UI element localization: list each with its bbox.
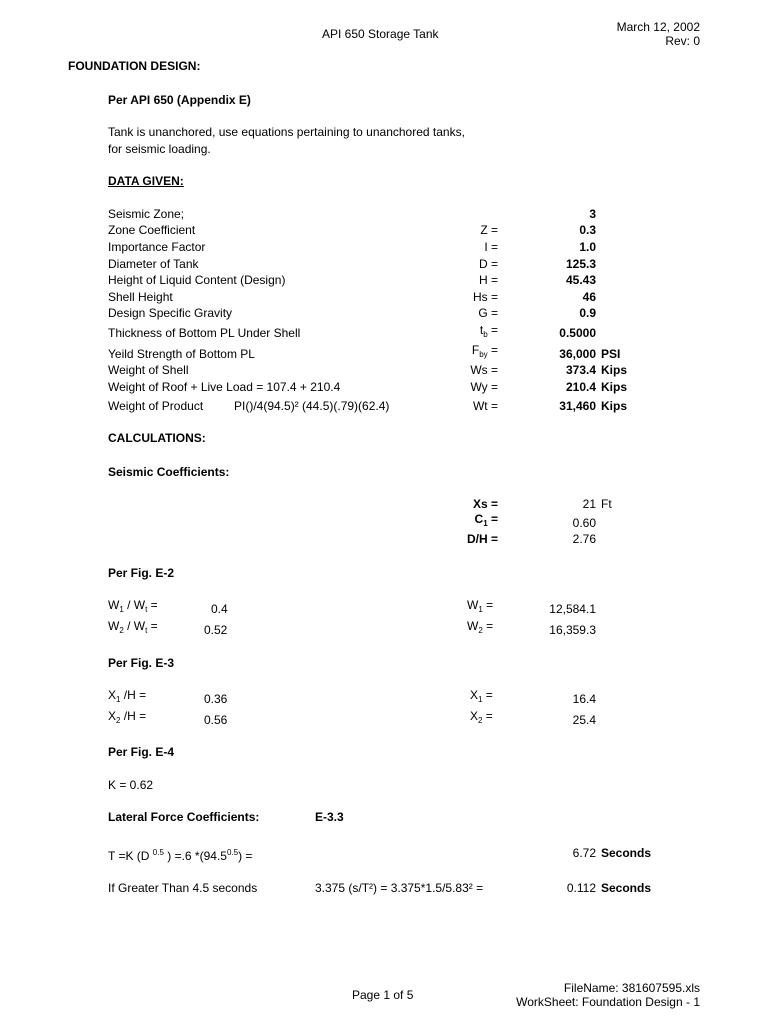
- row-symbol: I =: [484, 240, 498, 254]
- row-unit: PSI: [601, 347, 621, 361]
- row-symbol: Wy =: [470, 380, 498, 394]
- row-label: Weight of Roof + Live Load = 107.4 + 210.4: [108, 380, 341, 394]
- w2-label: $W_2$ =: [467, 619, 494, 635]
- x2-h-value: 0.56: [204, 713, 228, 727]
- period-value: 6.72: [572, 846, 596, 860]
- x2-value: 25.4: [572, 713, 596, 727]
- row-symbol: Hs =: [472, 290, 498, 304]
- row-symbol: H =: [478, 273, 498, 287]
- intro-line-2: for seismic loading.: [108, 142, 211, 156]
- lateral-force-reference: E-3.3: [315, 810, 344, 824]
- row-symbol: Z =: [480, 223, 498, 237]
- lateral-force-heading: Lateral Force Coefficients:: [108, 810, 260, 824]
- row-value: 46: [582, 290, 596, 304]
- row-label: Design Specific Gravity: [108, 306, 233, 320]
- row-label: Weight of Product: [108, 399, 204, 413]
- w2-wt-label: $W_2 / W_t$ =: [108, 619, 158, 635]
- row-label: Zone Coefficient: [108, 223, 196, 237]
- fig-e4-heading: Per Fig. E-4: [108, 745, 175, 759]
- page-header-title: API 650 Storage Tank: [322, 27, 439, 41]
- w1-wt-label: $W_1 / W_t$ =: [108, 598, 158, 614]
- row-value: 373.4: [565, 363, 596, 377]
- row-value: 3: [589, 207, 596, 221]
- row-symbol: Ws =: [470, 363, 498, 377]
- header-date: March 12, 2002: [616, 20, 700, 34]
- row-symbol: D =: [478, 257, 498, 271]
- greater-than-value: 0.112: [566, 881, 596, 895]
- fig-e2-heading: Per Fig. E-2: [108, 566, 175, 580]
- row-value: 0.3: [579, 223, 596, 237]
- greater-than-formula: 3.375 (s/T²) = 3.375*1.5/5.83² =: [315, 881, 484, 895]
- w1-value: 12,584.1: [549, 602, 596, 616]
- footer-worksheet: WorkSheet: Foundation Design - 1: [516, 995, 700, 1009]
- greater-than-label: If Greater Than 4.5 seconds: [108, 881, 258, 895]
- row-label: Weight of Shell: [108, 363, 189, 377]
- row-label: Height of Liquid Content (Design): [108, 273, 286, 287]
- row-label: Shell Height: [108, 290, 173, 304]
- row-label: Importance Factor: [108, 240, 206, 254]
- x2-label: $X_2$ =: [470, 709, 493, 725]
- row-formula: PI()/4(94.5)² (44.5)(.79)(62.4): [234, 399, 390, 413]
- period-formula: T =K (D $^{0.5}$ ) =.6 $*(94.5^{0.5})$ =: [108, 848, 253, 863]
- x2-h-label: $X_2$ /H =: [108, 709, 147, 725]
- row-value: 210.4: [565, 380, 596, 394]
- x1-label: $X_1$ =: [470, 688, 493, 704]
- greater-than-unit: Seconds: [601, 881, 652, 895]
- period-unit: Seconds: [601, 846, 652, 860]
- c1-value: 0.60: [572, 516, 596, 530]
- fig-e3-heading: Per Fig. E-3: [108, 656, 175, 670]
- row-symbol: $F_{by}$ =: [471, 343, 498, 359]
- row-value: 36,000: [559, 347, 596, 361]
- page-number: Page 1 of 5: [352, 988, 414, 1002]
- footer-filename: FileName: 381607595.xls: [563, 981, 700, 995]
- per-api-heading: Per API 650 (Appendix E): [108, 93, 251, 107]
- row-value: 0.9: [579, 306, 596, 320]
- calculations-heading: CALCULATIONS:: [108, 431, 206, 445]
- row-label: Seismic Zone;: [108, 207, 185, 221]
- x1-value: 16.4: [572, 692, 596, 706]
- row-label: Yeild Strength of Bottom PL: [108, 347, 255, 361]
- row-symbol: $t_b$ =: [479, 323, 498, 339]
- xs-value: 21: [582, 497, 596, 511]
- c1-label: $C_1$ =: [474, 512, 498, 528]
- data-given-heading: DATA GIVEN:: [108, 174, 184, 188]
- row-value: 1.0: [579, 240, 596, 254]
- row-unit: Kips: [601, 380, 628, 394]
- seismic-coefficients-heading: Seismic Coefficients:: [108, 465, 230, 479]
- k-value: K = 0.62: [108, 778, 154, 792]
- x1-h-value: 0.36: [204, 692, 228, 706]
- w1-wt-value: 0.4: [211, 602, 228, 616]
- dh-value: 2.76: [572, 532, 596, 546]
- dh-label: D/H =: [466, 532, 498, 546]
- row-symbol: Wt =: [472, 399, 498, 413]
- xs-label: Xs =: [472, 497, 498, 511]
- section-title: FOUNDATION DESIGN:: [68, 59, 201, 73]
- row-symbol: G =: [478, 306, 498, 320]
- row-value: 0.5000: [559, 326, 596, 340]
- w2-value: 16,359.3: [549, 623, 596, 637]
- row-unit: Kips: [601, 399, 628, 413]
- row-unit: Kips: [601, 363, 628, 377]
- row-label: Diameter of Tank: [108, 257, 199, 271]
- row-value: 45.43: [565, 273, 596, 287]
- header-revision: Rev: 0: [665, 34, 700, 48]
- w2-wt-value: 0.52: [204, 623, 228, 637]
- row-label: Thickness of Bottom PL Under Shell: [108, 326, 301, 340]
- x1-h-label: $X_1$ /H =: [108, 688, 147, 704]
- w1-label: $W_1$ =: [467, 598, 494, 614]
- intro-line-1: Tank is unanchored, use equations pertaining to unanchored tanks,: [108, 125, 465, 139]
- row-value: 31,460: [559, 399, 596, 413]
- xs-unit: Ft: [601, 497, 612, 511]
- row-value: 125.3: [565, 257, 596, 271]
